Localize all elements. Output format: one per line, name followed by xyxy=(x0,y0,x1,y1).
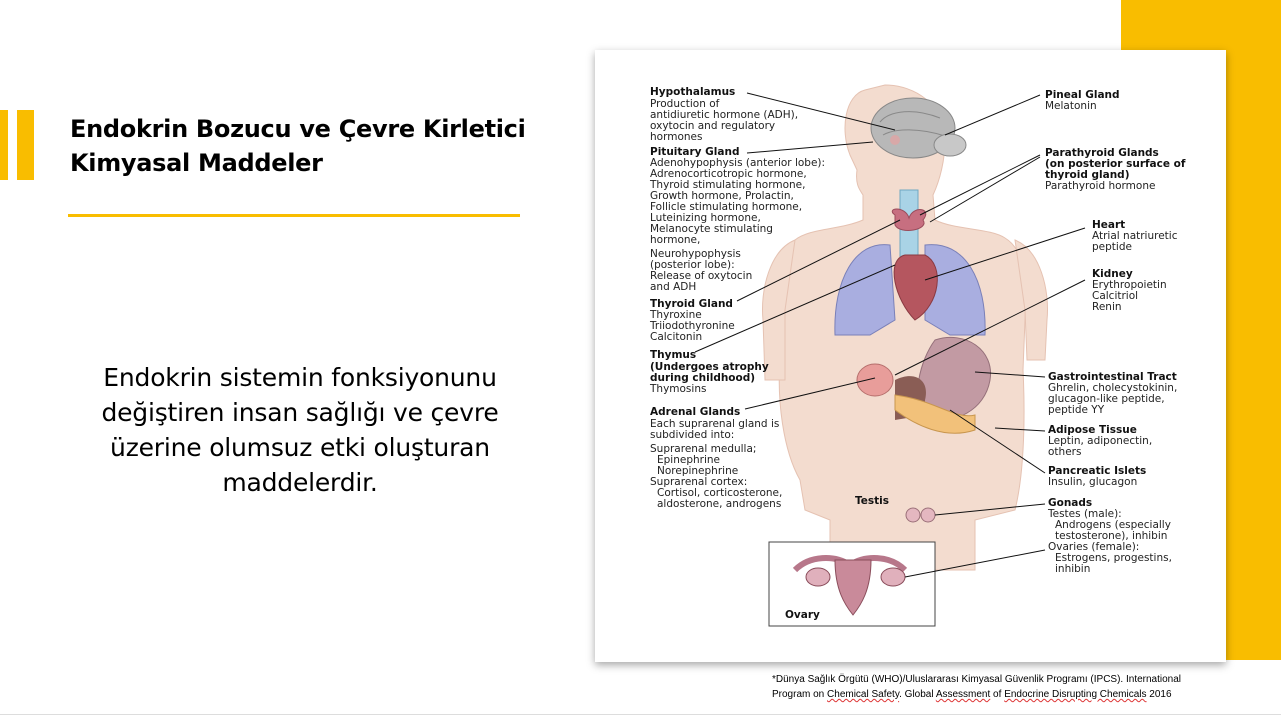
label-gastrointestinal-tract: Gastrointestinal Tract xyxy=(1048,371,1177,383)
label-line: Each suprarenal gland is xyxy=(650,418,780,430)
label-line: thyroid gland) xyxy=(1045,169,1130,181)
label-line: peptide xyxy=(1092,241,1132,253)
label-line: Androgens (especially xyxy=(1055,519,1171,531)
label-thymus: Thymus xyxy=(650,349,697,361)
footnote-text: . Global xyxy=(899,689,936,700)
source-footnote xyxy=(772,672,1242,702)
label-line: Atrial natriuretic xyxy=(1092,230,1178,242)
label-line: Cortisol, corticosterone, xyxy=(657,487,783,499)
label-pituitary-gland: Pituitary Gland xyxy=(650,146,740,158)
label-line: antidiuretic hormone (ADH), xyxy=(650,109,799,121)
title-line-2: Kimyasal Maddeler xyxy=(70,149,323,177)
label-line: Parathyroid hormone xyxy=(1045,180,1156,192)
label-line: Thymosins xyxy=(650,383,707,395)
label-line: subdivided into: xyxy=(650,429,735,441)
label-kidney: Kidney xyxy=(1092,268,1133,280)
label-ovary: Ovary xyxy=(785,609,820,621)
title-line-1: Endokrin Bozucu ve Çevre Kirletici xyxy=(70,115,526,143)
endocrine-diagram xyxy=(595,50,1226,662)
label-line: Renin xyxy=(1092,301,1122,313)
endocrine-diagram-svg xyxy=(595,50,1226,662)
label-line: Adenohypophysis (anterior lobe): xyxy=(650,157,826,169)
label-line: peptide YY xyxy=(1048,404,1105,416)
label-line: testosterone), inhibin xyxy=(1055,530,1168,542)
label-line: Epinephrine xyxy=(657,454,720,466)
label-gonads: Gonads xyxy=(1048,497,1093,509)
label-line: (on posterior surface of xyxy=(1045,158,1186,170)
label-line: Ghrelin, cholecystokinin, xyxy=(1048,382,1178,394)
label-line: Calcitonin xyxy=(650,331,703,343)
label-line: Testes (male): xyxy=(1048,508,1122,520)
accent-bar-right xyxy=(17,110,34,180)
label-heart: Heart xyxy=(1092,219,1126,231)
label-line: (Undergoes atrophy xyxy=(650,361,769,373)
label-line: (posterior lobe): xyxy=(650,259,735,271)
footnote-line-1: *Dünya Sağlık Örgütü (WHO)/Uluslararası Kimyasal Güvenlik Programı (IPCS). International xyxy=(772,674,1182,685)
right-labels xyxy=(1045,89,1186,575)
slide-title xyxy=(70,112,530,180)
label-line: oxytocin and regulatory xyxy=(650,120,776,132)
label-line: Norepinephrine xyxy=(657,465,739,477)
label-adrenal-glands: Adrenal Glands xyxy=(650,406,741,418)
title-underline xyxy=(68,214,520,217)
slide-body-text: Endokrin sistemin fonksiyonunu değiştiren insan sağlığı ve çevre üzerine olumsuz etki oluşturan maddelerdir. xyxy=(101,363,499,497)
footnote-text: 2016 xyxy=(1146,689,1172,700)
label-line: Leptin, adiponectin, xyxy=(1048,435,1153,447)
label-thyroid-gland: Thyroid Gland xyxy=(650,298,733,310)
label-line: others xyxy=(1048,446,1082,458)
label-line: Melatonin xyxy=(1045,100,1097,112)
label-line: hormone, xyxy=(650,234,701,246)
slide-bottom-border xyxy=(0,714,1281,715)
label-line: Insulin, glucagon xyxy=(1048,476,1138,488)
label-line: Estrogens, progestins, xyxy=(1055,552,1172,564)
label-line: Triiodothyronine xyxy=(650,320,735,332)
label-line: Ovaries (female): xyxy=(1048,541,1140,553)
label-line: Melanocyte stimulating xyxy=(650,223,773,235)
label-line: Erythropoietin xyxy=(1092,279,1167,291)
label-line: Thyroxine xyxy=(650,309,702,321)
footnote-text: of xyxy=(990,689,1005,700)
label-hypothalamus: Hypothalamus xyxy=(650,86,736,98)
label-line: Suprarenal medulla; xyxy=(650,443,757,455)
label-line: and ADH xyxy=(650,281,697,293)
label-line: Calcitriol xyxy=(1092,290,1139,302)
label-line: Follicle stimulating hormone, xyxy=(650,201,803,213)
label-line: Growth hormone, Prolactin, xyxy=(650,190,794,202)
label-pineal-gland: Pineal Gland xyxy=(1045,89,1120,101)
label-line: Luteinizing hormone, xyxy=(650,212,761,224)
label-line: hormones xyxy=(650,131,703,143)
label-line: aldosterone, androgens xyxy=(657,498,782,510)
label-line: Thyroid stimulating hormone, xyxy=(650,179,806,191)
footnote-text: Endocrine Disrupting Chemicals xyxy=(1004,689,1147,700)
accent-bar-left xyxy=(0,110,8,180)
label-line: glucagon-like peptide, xyxy=(1048,393,1165,405)
label-parathyroid-glands: Parathyroid Glands xyxy=(1045,147,1159,159)
label-line: Production of xyxy=(650,98,720,110)
footnote-text: Chemical Safety xyxy=(827,689,900,700)
label-line: Adrenocorticotropic hormone, xyxy=(650,168,807,180)
label-line: Neurohypophysis xyxy=(650,248,741,260)
label-testis: Testis xyxy=(855,495,890,507)
label-adipose-tissue: Adipose Tissue xyxy=(1048,424,1137,436)
label-pancreatic-islets: Pancreatic Islets xyxy=(1048,465,1147,477)
label-line: inhibin xyxy=(1055,563,1091,575)
label-line: Release of oxytocin xyxy=(650,270,753,282)
footnote-text: Program on xyxy=(772,689,828,700)
footnote-text: Assessment xyxy=(935,689,991,700)
label-line: Suprarenal cortex: xyxy=(650,476,748,488)
label-line: during childhood) xyxy=(650,372,756,384)
